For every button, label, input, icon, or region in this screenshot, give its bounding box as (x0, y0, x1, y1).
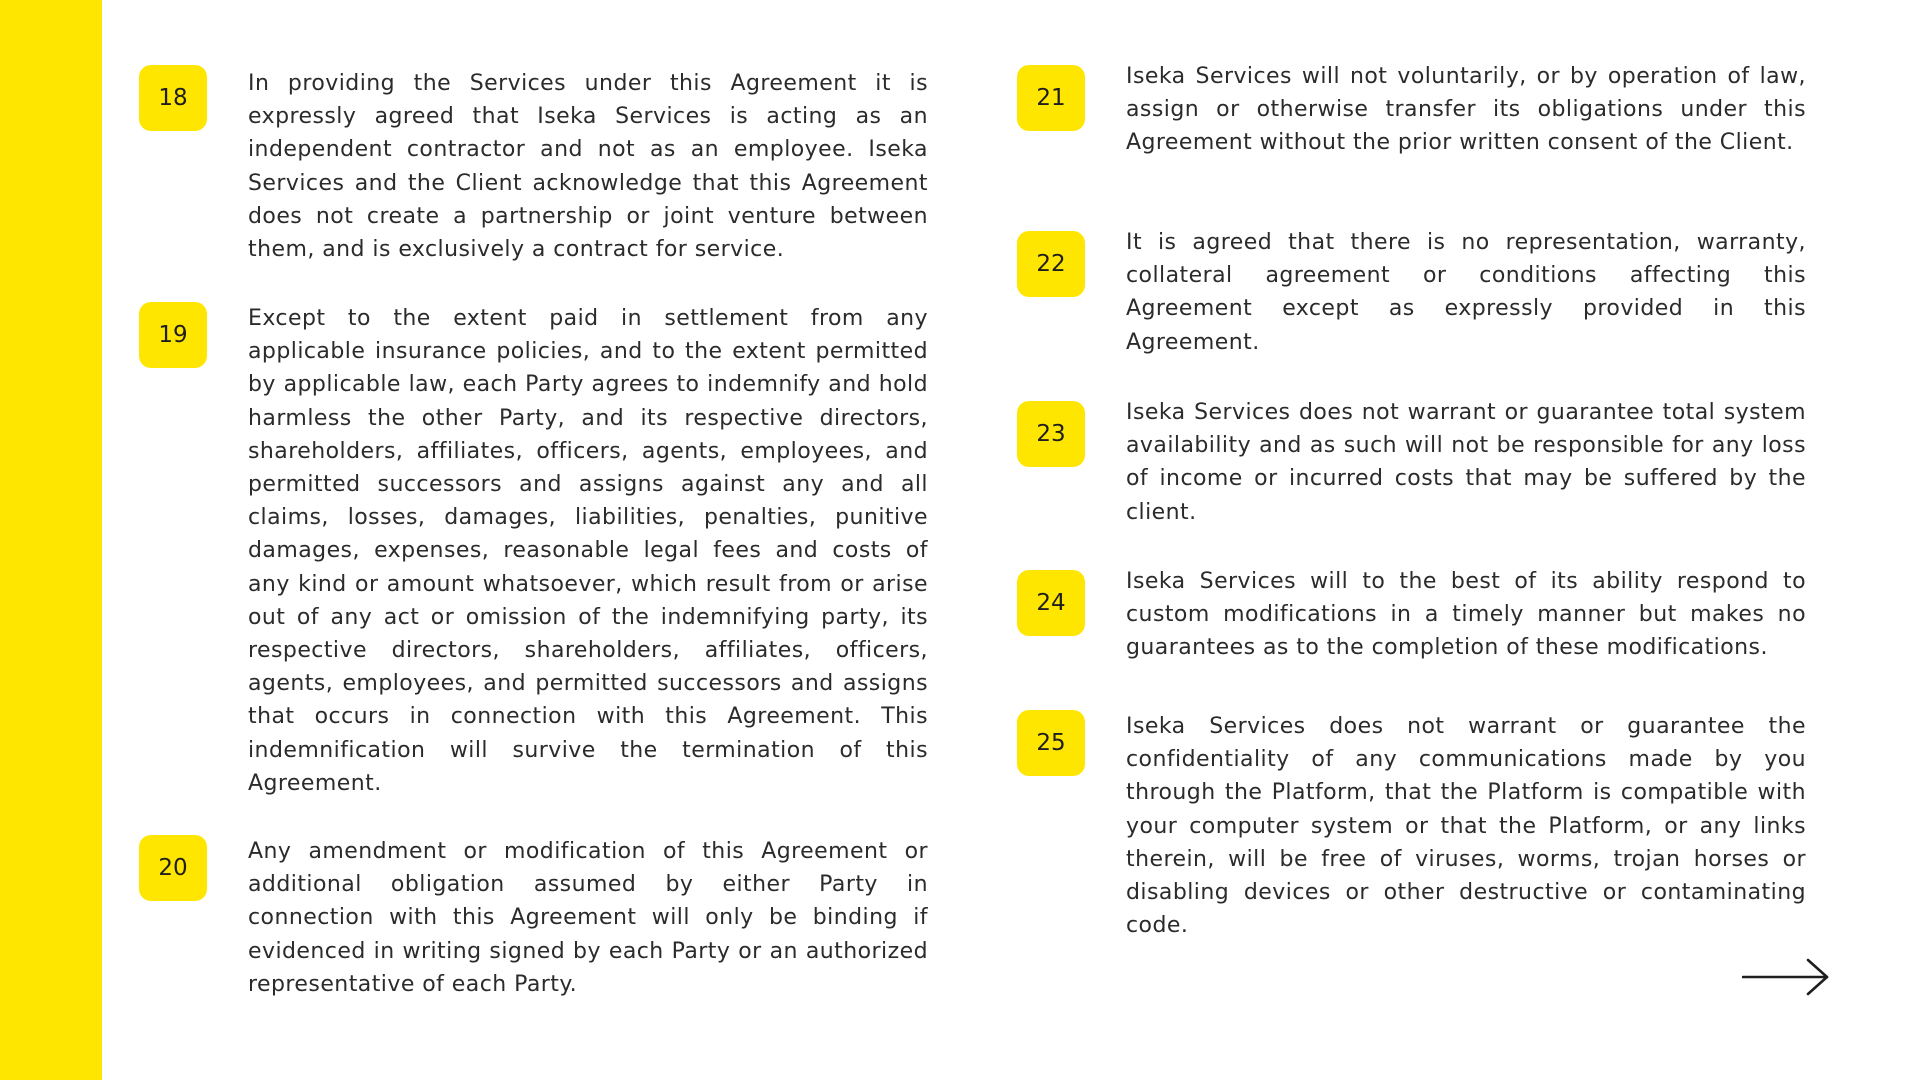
clause-number-badge: 24 (1017, 570, 1085, 636)
clause-number-badge: 21 (1017, 65, 1085, 131)
clause-text: Iseka Services does not warrant or guarantee the confidentiality of any communications made by you through the Platform, that the Platform is compatible with your computer system or that the Platform, or any links therein, will be free of viruses, worms, trojan horses or disabling devices or other destructive or contaminating code. (1126, 714, 1806, 939)
yellow-side-bar (0, 0, 102, 1080)
clause-text: Iseka Services will to the best of its ability respond to custom modifications in a timely manner but makes no guarantees as to the completion of these modifications. (1126, 569, 1806, 661)
clause-number-badge: 20 (139, 835, 207, 901)
clause-text: It is agreed that there is no representation, warranty, collateral agreement or conditions affecting this Agreement except as expressly provided in this Agreement. (1126, 230, 1806, 355)
clause-number-badge: 18 (139, 65, 207, 131)
arrow-right-icon[interactable] (1742, 955, 1830, 999)
clause-text: Iseka Services does not warrant or guarantee total system availability and as such will not be responsible for any loss of income or incurred costs that may be suffered by the client. (1126, 400, 1806, 525)
clause-text: Except to the extent paid in settlement from any applicable insurance policies, and to the extent permitted by applicable law, each Party agrees to indemnify and hold harmless the other Party, and its respective directors, shareholders, affiliates, officers, agents, employees, and permitted successors and assigns against any and all claims, losses, damages, liabilities, penalties, punitive damages, expenses, reasonable legal fees and costs of any kind or amount whatsoever, which result from or arise out of any act or omission of the indemnifying party, its respective directors, shareholders, affiliates, officers, agents, employees, and permitted successors and assigns that occurs in connection with this Agreement. This indemnification will survive the termination of this Agreement. (248, 306, 928, 796)
clause-number-badge: 25 (1017, 710, 1085, 776)
clause-text: Any amendment or modification of this Agreement or additional obligation assumed by either Party in connection with this Agreement will only be binding if evidenced in writing signed by each Party or an authorized representative of each Party. (248, 839, 928, 997)
clause-number-badge: 19 (139, 302, 207, 368)
clause-text: Iseka Services will not voluntarily, or by operation of law, assign or otherwise transfer its obligations under this Agreement without the prior written consent of the Client. (1126, 64, 1806, 156)
clause-text: In providing the Services under this Agreement it is expressly agreed that Iseka Services is acting as an independent contractor and not as an employee. Iseka Services and the Client acknowledge that this Agreement does not create a partnership or joint venture between them, and is exclusively a contract for service. (248, 71, 928, 263)
clause-number-badge: 23 (1017, 401, 1085, 467)
clause-number-badge: 22 (1017, 231, 1085, 297)
